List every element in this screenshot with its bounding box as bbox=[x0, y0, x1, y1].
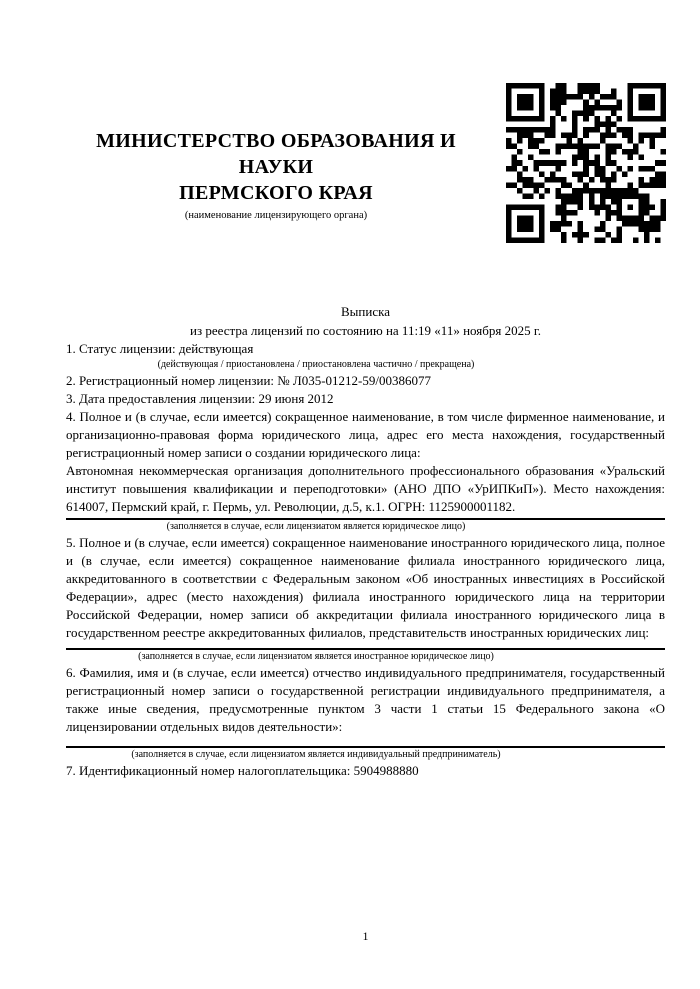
item-2-registration-number: 2. Регистрационный номер лицензии: № Л035-01212-59/00386077 bbox=[66, 373, 432, 388]
document-title-line1: Выписка bbox=[341, 304, 390, 319]
page-number: 1 bbox=[362, 929, 369, 943]
item-4-legal-entity-value: Автономная некоммерческая организация дополнительного профессионального образования «Уральский институт повышения квалификации и переподготовки» (АНО ДПО «УрИПКиП»). Место нахождения: 614007, Пермский край, г. Пермь, ул. Революции, д.5, к.1. ОГРН: 1125900001182. bbox=[66, 463, 665, 514]
document-title-line2: из реестра лицензий по состоянию на 11:19 «11» ноября 2025 г. bbox=[190, 323, 541, 338]
ministry-name-line1: МИНИСТЕРСТВО ОБРАЗОВАНИЯ И НАУКИ bbox=[96, 130, 456, 178]
item-4-caption: (заполняется в случае, если лицензиатом является юридическое лицо) bbox=[166, 521, 466, 532]
item-6-entrepreneur-heading: 6. Фамилия, имя и (в случае, если имеется) отчество индивидуального предпринимателя, государственный регистрационный номер записи о государственной регистрации индивидуального предпринимателя, а также иные сведения, предусмотренные пунктом 3 части 1 статьи 15 Федерального закона «О лицензировании отдельных видов деятельности»: bbox=[66, 665, 665, 734]
ministry-caption: (наименование лицензирующего органа) bbox=[184, 210, 368, 221]
item-4-legal-entity-heading: 4. Полное и (в случае, если имеется) сокращенное наименование, в том числе фирменное наименование, и организационно-правовая форма юридического лица, адрес его места нахождения, государственный регистрационный номер записи о создании юридического лица: bbox=[66, 409, 665, 460]
item-7-taxpayer-number: 7. Идентификационный номер налогоплательщика: 5904988880 bbox=[66, 763, 419, 778]
ministry-name-line2: ПЕРМСКОГО КРАЯ bbox=[179, 182, 373, 204]
item-5-foreign-entity-heading: 5. Полное и (в случае, если имеется) сокращенное наименование иностранного юридического лица, полное и (в случае, если имеется) сокращенное наименование филиала иностранного юридического лица, аккредитованного в соответствии с Федеральным законом «Об иностранных инвестициях в Российской Федерации», адрес (место нахождения) филиала иностранного юридического лица на территории Российской Федерации, номер записи об аккредитации филиала иностранного юридического лица в государственном реестре аккредитованных филиалов, представительств иностранных юридических лиц: bbox=[66, 535, 665, 640]
item-1-caption: (действующая / приостановлена / приостановлена частично / прекращена) bbox=[157, 359, 475, 370]
item-5-caption: (заполняется в случае, если лицензиатом является иностранное юридическое лицо) bbox=[138, 651, 494, 662]
document-body bbox=[66, 302, 665, 780]
qr-code-icon bbox=[506, 83, 666, 243]
item-6-caption: (заполняется в случае, если лицензиатом является индивидуальный предприниматель) bbox=[131, 749, 501, 760]
item-3-license-date: 3. Дата предоставления лицензии: 29 июня 2012 bbox=[66, 391, 334, 406]
item-1-license-status: 1. Статус лицензии: действующая bbox=[66, 341, 254, 356]
ministry-letterhead bbox=[58, 128, 494, 222]
document-title bbox=[66, 302, 665, 340]
